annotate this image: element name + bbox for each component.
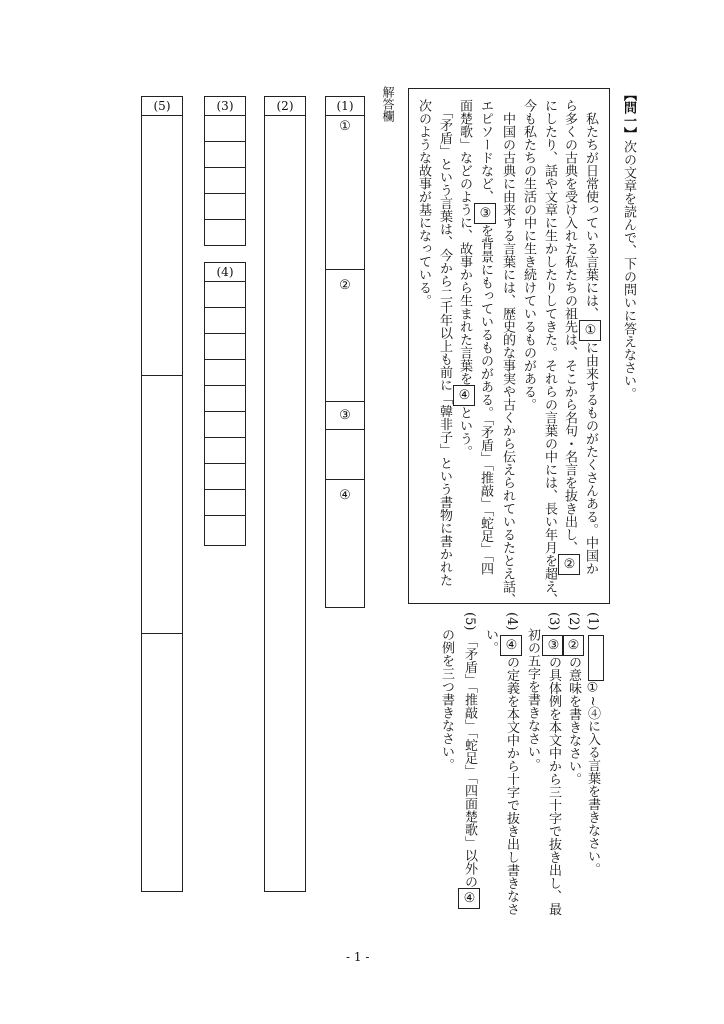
answer-4-cell-5[interactable]	[205, 385, 245, 411]
answer-4-cell-2[interactable]	[205, 307, 245, 333]
passage-line-9: 次のような故事が基になっている。	[416, 99, 431, 307]
passage-line-5: 中国の古典に由来する言葉には、歴史的な事実や古くから伝えられているたとえ話、	[500, 99, 515, 606]
subquestion-2: (2) ②の意味を書きなさい。	[562, 612, 584, 786]
blank-4: ④	[453, 385, 475, 406]
page-number: - 1 -	[346, 950, 370, 964]
answer-3-cell-1[interactable]	[205, 115, 245, 141]
answer-4-cell-9[interactable]	[205, 489, 245, 515]
subquestion-3-cont: 初の五字を書きなさい。	[525, 628, 540, 771]
answer-4-cell-4[interactable]	[205, 359, 245, 385]
answer-4-cell-8[interactable]	[205, 463, 245, 489]
answer-2-header: (2)	[265, 97, 305, 116]
passage-line-7: 面楚歌」などのように、故事から生まれた言葉を④という。	[453, 99, 475, 458]
answer-1-header: (1)	[326, 97, 364, 116]
answer-4-cell-10[interactable]	[205, 515, 245, 547]
passage-line-4: 今も私たちの生活の中に生き続けているものがある。	[521, 99, 536, 411]
blank-2: ②	[558, 554, 580, 575]
passage-line-8: 「矛盾」という言葉は、今から二千年以上も前に「韓非子」という書物に書かれた	[437, 99, 452, 587]
answer-3-cell-2[interactable]	[205, 141, 245, 167]
subquestion-5-cont: の例を三つ書きなさい。	[439, 628, 454, 771]
answer-2-column	[264, 96, 306, 892]
question-header	[618, 88, 638, 400]
answer-1-field-3[interactable]	[326, 401, 364, 429]
answer-1-label-2: ②	[339, 278, 351, 293]
passage-line-3: にしたり、話や文章に生かしたりしてきた。それらの言葉の中には、長い年月を超え、	[542, 99, 557, 606]
answer-5-field-1[interactable]	[142, 115, 182, 375]
answer-1-label-1: ①	[339, 119, 351, 134]
answer-5-header: (5)	[142, 97, 182, 116]
answer-4-cell-3[interactable]	[205, 333, 245, 359]
passage-box	[408, 88, 610, 604]
answer-5-field-3[interactable]	[142, 633, 182, 893]
answer-1-label-4: ④	[339, 488, 351, 503]
subquestion-5: (5) 「矛盾」「推敲」「蛇足」「四面楚歌」以外の④	[458, 612, 480, 909]
subquestion-4: (4) ④の定義を本文中から十字で抜き出し書きなさ	[500, 612, 522, 916]
blank-box	[588, 635, 604, 681]
passage-line-2: ら多くの古典を受け入れた私たちの祖先は、そこから名句・名言を抜き出し、②	[558, 99, 580, 575]
subquestion-4-cont: い。	[483, 628, 498, 654]
answer-4-header: (4)	[205, 263, 245, 282]
question-heading: 【問一】	[621, 88, 636, 140]
answer-4-column	[204, 262, 246, 546]
passage-line-1: 私たちが日常使っている言葉には、①に由来するものがたくさんある。中国か	[579, 99, 601, 575]
answer-3-column	[204, 96, 246, 246]
passage-line-6: エピソードなど、③を背景にもっているものがある。「矛盾」「推敲」「蛇足」「四	[474, 99, 496, 575]
answer-2-field[interactable]	[265, 115, 305, 893]
answer-title: 解答欄	[381, 86, 395, 122]
answer-5-column	[141, 96, 183, 892]
answer-3-cell-4[interactable]	[205, 193, 245, 219]
answer-1-field-2[interactable]	[326, 269, 364, 401]
answer-1-column	[325, 96, 365, 608]
blank-3: ③	[474, 203, 496, 224]
subquestion-3: (3) ③の具体例を本文中から三十字で抜き出し、最	[542, 612, 564, 916]
answer-5-field-2[interactable]	[142, 375, 182, 633]
answer-3-cell-5[interactable]	[205, 219, 245, 247]
subquestion-1: (1) ①~④に入る言葉を書きなさい。	[582, 612, 604, 875]
answer-1-label-3: ③	[339, 408, 351, 423]
answer-1-field-1[interactable]	[326, 115, 364, 239]
blank-1: ①	[579, 320, 601, 341]
answer-1-field-4[interactable]	[326, 479, 364, 609]
answer-4-cell-1[interactable]	[205, 281, 245, 307]
answer-4-cell-7[interactable]	[205, 437, 245, 463]
answer-3-cell-3[interactable]	[205, 167, 245, 193]
question-instruction: 次の文章を読んで、下の問いに答えなさい。	[621, 140, 636, 400]
answer-3-header: (3)	[205, 97, 245, 116]
answer-4-cell-6[interactable]	[205, 411, 245, 437]
